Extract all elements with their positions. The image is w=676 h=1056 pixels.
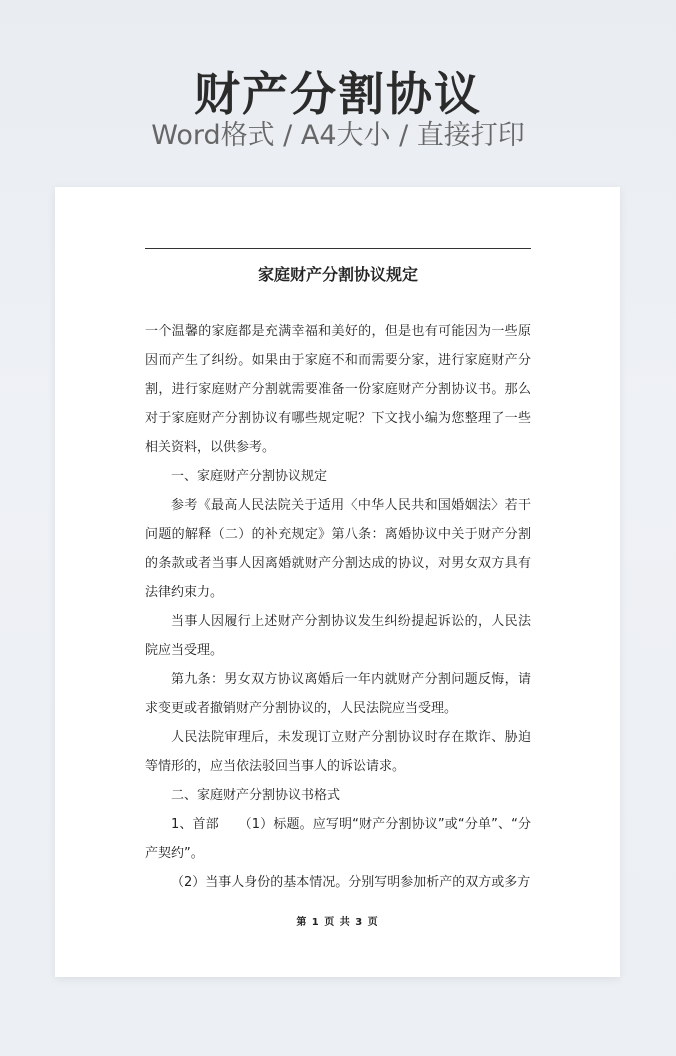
header-rule [145,248,531,249]
paragraph-court-accept: 当事人因履行上述财产分割协议发生纠纷提起诉讼的，人民法院应当受理。 [145,614,531,658]
section-heading-1: 一、家庭财产分割协议规定 [171,469,328,484]
paragraph-article-8: 参考《最高人民法院关于适用〈中华人民共和国婚姻法〉若干问题的解释（二）的补充规定》第八条：离婚协议中关于财产分割的条款或者当事人因离婚就财产分割达成的协议，对男女双方具有法律约束力。 [145,498,531,600]
paragraph-format-header: 1、首部 （1）标题。应写明“财产分割协议”或“分单”、“分产契约”。 [145,817,531,861]
page-number: 第 1 页 共 3 页 [296,917,379,928]
paragraph-court-review: 人民法院审理后，未发现订立财产分割协议时存在欺诈、胁迫等情形的，应当依法驳回当事人的诉讼请求。 [145,730,531,774]
banner-subtitle: Word格式 / A4大小 / 直接打印 [151,120,525,151]
banner-title: 财产分割协议 [194,67,482,121]
intro-paragraph: 一个温馨的家庭都是充满幸福和美好的，但是也有可能因为一些原因而产生了纠纷。如果由于家庭不和而需要分家，进行家庭财产分割，进行家庭财产分割就需要准备一份家庭财产分割协议书。那么对于家庭财产分割协议有哪些规定呢？下文找小编为您整理了一些相关资料，以供参考。 [145,324,531,455]
section-heading-2: 二、家庭财产分割协议书格式 [171,788,341,803]
document-page [55,187,620,977]
document-title: 家庭财产分割协议规定 [257,265,418,284]
paragraph-parties: （2）当事人身份的基本情况。分别写明参加析产的双方或多方 [171,875,531,890]
paragraph-article-9: 第九条：男女双方协议离婚后一年内就财产分割问题反悔，请求变更或者撤销财产分割协议的，人民法院应当受理。 [145,672,531,716]
document-body [145,317,531,897]
